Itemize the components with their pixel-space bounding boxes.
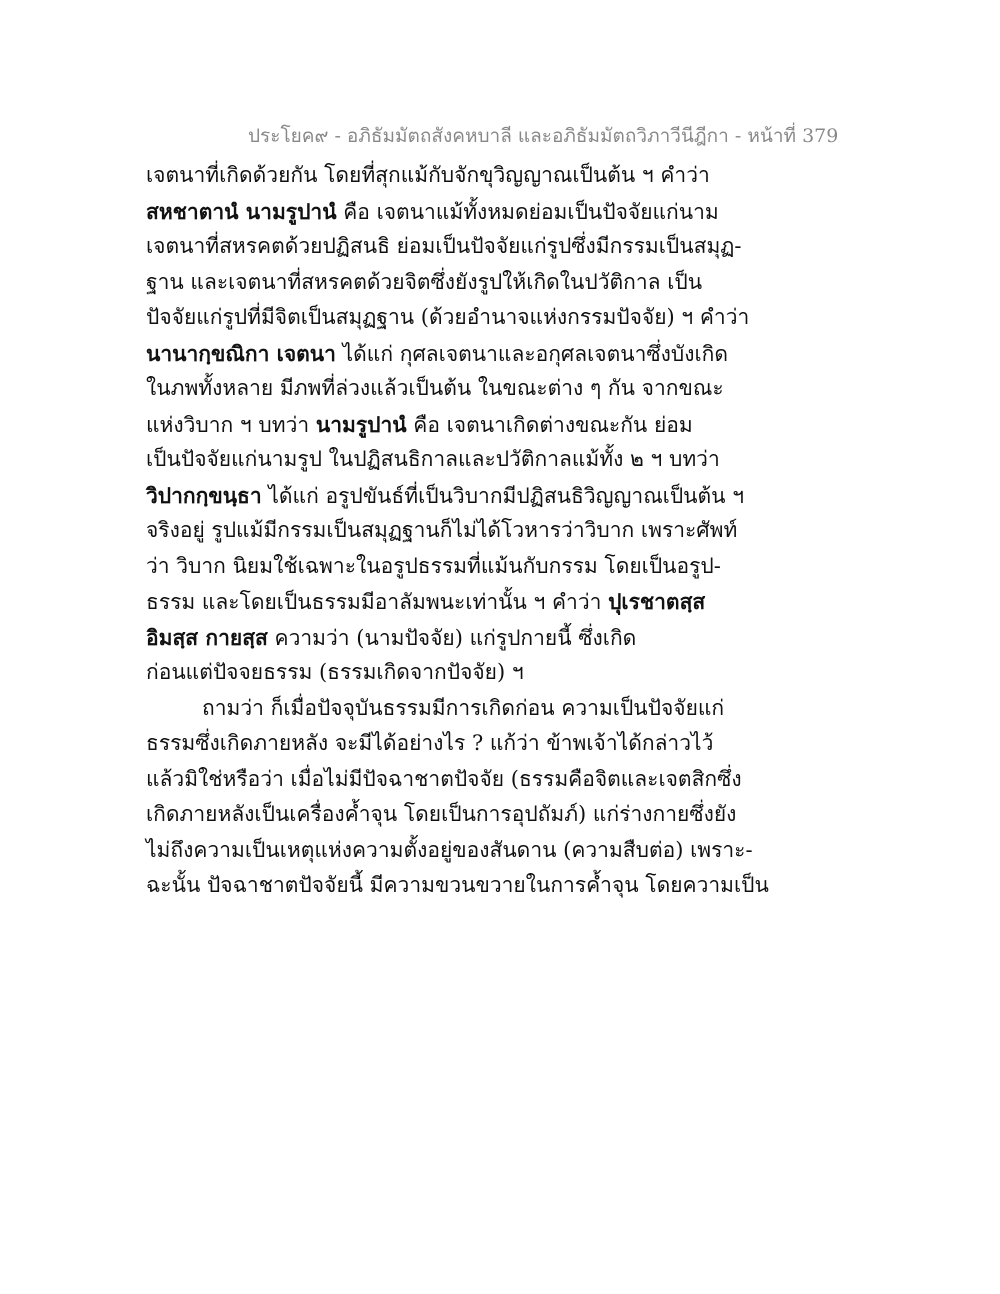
text-segment: คือ เจตนาแม้ทั้งหมดย่อมเป็นปัจจัยแก่นาม	[336, 199, 719, 224]
text-line	[146, 407, 866, 443]
text-line	[146, 691, 866, 727]
text-line	[146, 655, 866, 691]
text-line	[146, 371, 866, 407]
text-line	[146, 229, 866, 265]
text-segment: ธรรม และโดยเป็นธรรมมีอาลัมพนะเท่านั้น ฯ คำว่า	[146, 590, 609, 614]
text-line	[146, 797, 866, 833]
running-header: ประโยค๙ - อภิธัมมัตถสังคหบาลี และอภิธัมมัตถวิภาวีนีฎีกา - หน้าที่ 379	[248, 125, 839, 147]
text-line	[146, 620, 866, 656]
bold-term: วิปากกฺขนฺธา	[146, 482, 262, 508]
text-segment: เป็นปัจจัยแก่นามรูป ในปฏิสนธิกาลและปวัติกาลแม้ทั้ง ๒ ฯ บทว่า	[146, 447, 720, 471]
body-text	[146, 158, 866, 904]
text-line	[146, 513, 866, 549]
text-segment: ได้แก่ กุศลเจตนาและอกุศลเจตนาซึ่งบังเกิด	[335, 341, 729, 366]
text-line	[146, 584, 866, 620]
text-line	[146, 762, 866, 798]
text-segment: แห่งวิบาก ฯ บทว่า	[146, 412, 316, 437]
bold-term: สหชาตานํ นามรูปานํ	[146, 198, 337, 224]
text-line	[146, 478, 866, 514]
text-line	[146, 300, 866, 336]
text-line	[146, 194, 866, 230]
text-segment: ในภพทั้งหลาย มีภพที่ล่วงแล้วเป็นต้น ในขณะต่าง ๆ กัน จากขณะ	[146, 376, 724, 400]
text-segment: ฐาน และเจตนาที่สหรคตด้วยจิตซึ่งยังรูปให้เกิดในปวัติกาล เป็น	[146, 269, 703, 294]
text-segment: เจตนาที่เกิดด้วยกัน โดยที่สุกแม้กับจักขุวิญญาณเป็นต้น ฯ คำว่า	[146, 163, 710, 187]
text-segment: ไม่ถึงความเป็นเหตุแห่งความตั้งอยู่ของสันดาน (ความสืบต่อ) เพราะ-	[146, 837, 753, 862]
text-segment: ปัจจัยแก่รูปที่มีจิตเป็นสมุฏฐาน (ด้วยอำนาจแห่งกรรมปัจจัย) ฯ คำว่า	[146, 305, 750, 329]
text-segment: เกิดภายหลังเป็นเครื่องค้ำจุน โดยเป็นการอุปถัมภ์) แก่ร่างกายซึ่งยัง	[146, 802, 737, 826]
bold-term: นานากฺขณิกา เจตนา	[146, 340, 336, 366]
text-segment: ความว่า (นามปัจจัย) แก่รูปกายนี้ ซึ่งเกิด	[267, 625, 637, 650]
text-line	[146, 833, 866, 869]
text-segment: ก่อนแต่ปัจจยธรรม (ธรรมเกิดจากปัจจัย) ฯ	[146, 660, 524, 684]
text-line	[146, 868, 866, 904]
text-line	[146, 549, 866, 585]
text-segment: จริงอยู่ รูปแม้มีกรรมเป็นสมุฏฐานก็ไม่ได้โวหารว่าวิบาก เพราะศัพท์	[146, 518, 738, 542]
text-line	[146, 726, 866, 762]
text-segment: คือ เจตนาเกิดต่างขณะกัน ย่อม	[406, 412, 693, 437]
bold-term: อิมสฺส กายสฺส	[146, 624, 268, 650]
text-line	[146, 336, 866, 372]
bold-term: ปุเรชาตสฺส	[608, 589, 706, 614]
text-segment: ได้แก่ อรูปขันธ์ที่เป็นวิบากมีปฏิสนธิวิญญาณเป็นต้น ฯ	[261, 483, 744, 508]
text-segment: ถามว่า ก็เมื่อปัจจุบันธรรมมีการเกิดก่อน ความเป็นปัจจัยแก่	[202, 695, 725, 720]
text-segment: เจตนาที่สหรคตด้วยปฏิสนธิ ย่อมเป็นปัจจัยแก่รูปซึ่งมีกรรมเป็นสมุฏ-	[146, 234, 742, 258]
text-segment: ธรรมซึ่งเกิดภายหลัง จะมีได้อย่างไร ? แก้ว่า ข้าพเจ้าได้กล่าวไว้	[146, 731, 714, 755]
text-line	[146, 265, 866, 301]
text-segment: แล้วมิใช่หรือว่า เมื่อไม่มีปัจฉาชาตปัจจัย (ธรรมคือจิตและเจตสิกซึ่ง	[146, 766, 742, 791]
text-segment: ว่า วิบาก นิยมใช้เฉพาะในอรูปธรรมที่แม้นกับกรรม โดยเป็นอรูป-	[146, 553, 721, 578]
bold-term: นามรูปานํ	[315, 411, 407, 437]
text-line	[146, 158, 866, 194]
text-segment: ฉะนั้น ปัจฉาชาตปัจจัยนี้ มีความขวนขวายในการค้ำจุน โดยความเป็น	[146, 873, 769, 897]
text-line	[146, 442, 866, 478]
